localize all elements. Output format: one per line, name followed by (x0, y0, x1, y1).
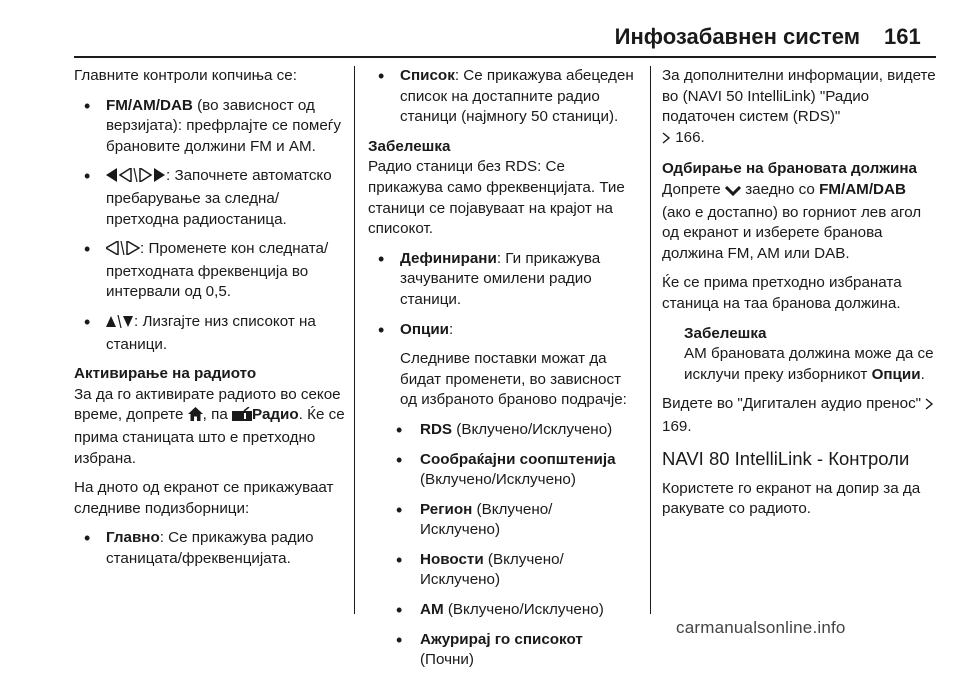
page-ref-icon (925, 396, 934, 417)
option-value: (Вклучено/Исклучено) (420, 471, 576, 489)
text: . (920, 365, 925, 383)
option-label: AM (420, 601, 444, 619)
list-item (368, 600, 636, 621)
scroll-arrows-icon (106, 314, 134, 335)
options-label: Опции (871, 365, 921, 383)
options-list (368, 420, 636, 671)
list-item (368, 320, 636, 411)
band-label: FM/AM/DAB (819, 180, 906, 198)
submenu-list (74, 528, 346, 569)
option-value: (Вклучено/Исклучено) (443, 601, 604, 619)
option-value: (Вклучено/Исклучено) (452, 420, 613, 438)
controls-list (74, 96, 346, 356)
note-text: Радио станици без RDS: Се прикажува само фреквенцијата. Тие станици се појавуваат на крајот на списокот. (368, 158, 625, 238)
options-label: Опции (400, 320, 449, 338)
radio-label: Радио (252, 406, 299, 424)
option-value: (Почни) (420, 651, 474, 669)
navi-text: Користете го екранот на допир за да ракувате со радиото. (662, 479, 921, 518)
note-title: Забелешка (684, 324, 767, 342)
page-ref: 166. (671, 128, 705, 146)
activate-paragraph (74, 385, 346, 469)
list-item-text: : Ги прикажува зачуваните омилени радио станици. (400, 249, 601, 308)
page-ref: 169. (662, 417, 692, 435)
submenu-list-cont (368, 66, 636, 128)
text: . Ќе се прима станицата што е претходно избрана. (74, 406, 345, 467)
note-title: Забелешка (368, 137, 451, 155)
header-divider (74, 56, 936, 58)
column-divider-1 (354, 66, 355, 614)
text: : (449, 320, 454, 338)
band-paragraph (662, 180, 938, 264)
text: (ако е достапно) во горниот лев агол од екранот и изберете бранова должина FM, AM или DAB. (662, 203, 922, 262)
list-item (74, 96, 346, 158)
page-header (0, 0, 960, 58)
list-label: Список (400, 67, 455, 84)
column-3 (662, 66, 938, 529)
option-label: RDS (420, 420, 453, 438)
page-ref-icon (662, 130, 671, 151)
note-text (684, 344, 938, 385)
radio-icon (232, 407, 252, 428)
chevron-down-icon (725, 182, 741, 203)
list-item-text: : Се прикажува абецеден список на достапните радио станици (најмногу 50 станици). (400, 67, 634, 126)
digital-paragraph (662, 394, 938, 437)
text: За дополнителни информации, видете во (NAVI 50 IntelliLink) "Радио податочен систем (RDS)" (662, 67, 936, 126)
list-item (368, 630, 636, 671)
submenu-list-cont-2 (368, 249, 636, 411)
activate-heading: Активирање на радиото (74, 365, 257, 383)
text: , па (202, 406, 233, 424)
controls-intro: Главните контроли копчиња се: (74, 67, 297, 84)
more-info-paragraph (662, 66, 938, 150)
defined-label: Дефинирани (400, 249, 497, 267)
step-arrows-icon (106, 241, 140, 262)
text: заедно со (740, 180, 820, 198)
band-label: FM/AM/DAB (106, 96, 193, 114)
list-item-text: : Променете кон следната/претходната фреквенција во интервали од 0,5. (106, 240, 329, 301)
list-item-text: : Се прикажува радио станицата/фреквенцијата. (106, 529, 314, 567)
list-item (368, 550, 636, 591)
option-label: Новости (420, 550, 484, 568)
am-note (662, 324, 938, 386)
option-label: Регион (420, 500, 473, 518)
navi-heading: NAVI 80 IntelliLink - Контроли (662, 447, 910, 469)
band-paragraph-2: Ќе се прима претходно избраната станица на таа бранова должина. (662, 274, 902, 312)
list-item-text: : Започнете автоматско пребарување за следна/претходна радиостаница. (106, 167, 332, 228)
column-1 (74, 66, 346, 578)
text: За да го активирате радиото во секое време, допрете (74, 385, 341, 424)
seek-arrows-icon (106, 168, 166, 189)
column-2 (368, 66, 636, 680)
list-item (368, 420, 636, 441)
page-title: Инфозабавнен систем (614, 24, 860, 49)
option-value: (Вклучено/ Исклучено) (420, 500, 553, 539)
list-item-text: : Лизгајте низ списокот на станици. (106, 312, 316, 353)
home-icon (188, 407, 203, 428)
list-item (74, 239, 346, 303)
list-item (368, 450, 636, 491)
list-item-text: (во зависност од верзијата): префрлајте се помеѓу брановите должини FM и AM. (106, 96, 341, 155)
list-item (368, 249, 636, 311)
text: Допрете (662, 180, 725, 198)
list-item (74, 166, 346, 230)
text: Видете во "Дигитален аудио пренос" (662, 395, 922, 413)
list-item (368, 500, 636, 541)
watermark: carmanualsonline.info (676, 618, 846, 637)
page-number: 161 (884, 24, 921, 49)
list-item (74, 528, 346, 569)
band-heading: Одбирање на брановата должина (662, 160, 917, 178)
option-label: Ажурирај го списокот (420, 630, 583, 648)
option-value: (Вклучено/ Исклучено) (420, 550, 564, 589)
option-label: Сообраќајни соопштенија (420, 450, 616, 468)
column-divider-2 (650, 66, 651, 614)
list-item (74, 312, 346, 355)
rds-note (368, 137, 636, 240)
submenus-intro: На дното од екранот се прикажуваат следниве подизборници: (74, 479, 334, 517)
text: AM брановата должина може да се исклучи преку изборникот (684, 345, 934, 383)
main-label: Главно (106, 529, 160, 547)
list-item (368, 66, 636, 128)
options-text: Следниве поставки можат да бидат променети, во зависност од избраното брановo подрачје: (400, 350, 627, 409)
